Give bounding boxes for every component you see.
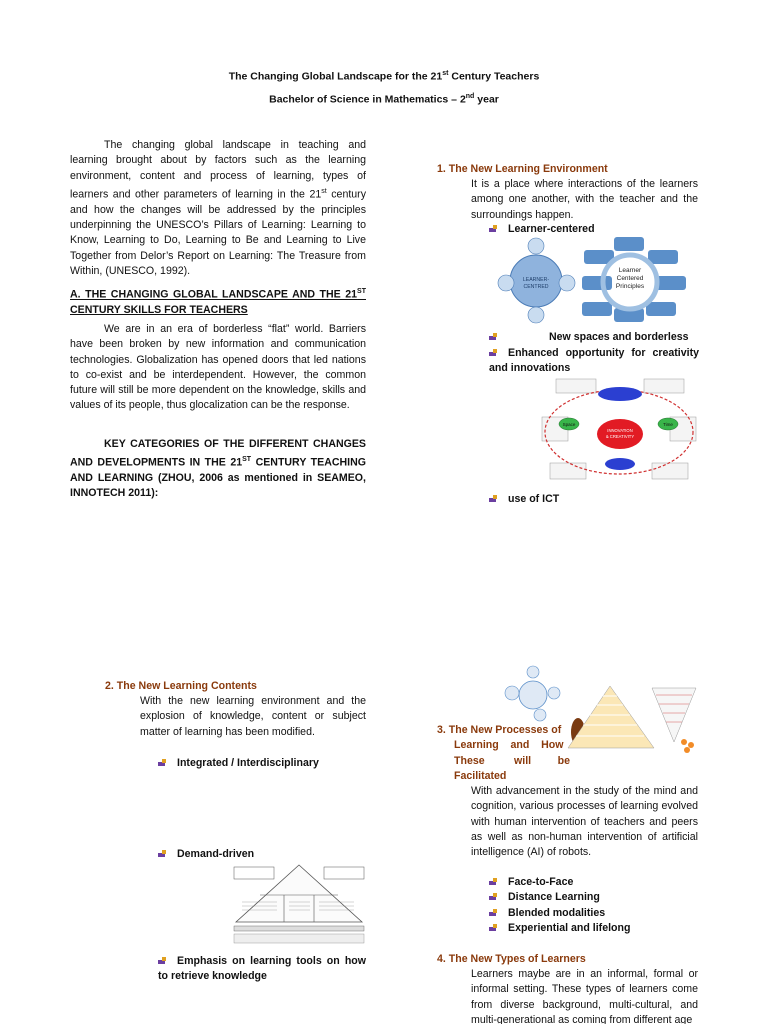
- bullet-icon: [489, 348, 499, 357]
- bullet-blended: Blended modalities: [489, 906, 630, 921]
- diagram1-center-label-1: LEARNER-: [522, 277, 550, 283]
- knowledge-triangle-diagram: [232, 862, 366, 946]
- bullet-enhanced: Enhanced opportunity for creativity and innovations: [489, 347, 699, 375]
- bullet-icon: [158, 849, 168, 858]
- bullet-icon: [158, 956, 168, 965]
- bullet-icon: [489, 923, 499, 932]
- section-3-text: With advancement in the study of the mind and cognition, various processes of learning evolved with human intervention of teachers and peers as well as non-human intervention of artificial intelligence (AI) of robots.: [471, 785, 698, 859]
- section-2-heading: 2. The New Learning Contents: [105, 680, 257, 692]
- section-2-text: With the new learning environment and the explosion of knowledge, content or subject matter of learning has been modified.: [140, 695, 366, 738]
- bullet-icon: [489, 908, 499, 917]
- section-4-heading: 4. The New Types of Learners: [437, 953, 586, 965]
- bullet-icon: [489, 892, 499, 901]
- bullet-icon: [489, 224, 499, 233]
- diagram2-space-label: Space: [562, 422, 576, 427]
- process-bullet-list: [489, 875, 630, 936]
- bullet-distance-learning: Distance Learning: [489, 890, 630, 905]
- diagram1-center-label-2: CENTRED: [523, 284, 549, 290]
- diagram2-center-label-1: INNOVATION: [607, 428, 633, 433]
- diagram2-time-label: Time: [663, 422, 673, 427]
- diagram1-ring-label-2: Centered: [616, 275, 644, 282]
- bullet-icon: [489, 332, 499, 341]
- bullet-icon: [158, 758, 168, 767]
- bullet-icon: [489, 877, 499, 886]
- section-1-text: It is a place where interactions of the learners among one another, with the teacher and the surroundings happen.: [471, 178, 698, 221]
- bullet-demand-driven: Demand-driven: [158, 847, 254, 862]
- process-cluster-diagram: [500, 664, 566, 722]
- bullet-new-spaces: New spaces and borderless: [489, 330, 689, 345]
- section-a-heading: A. THE CHANGING GLOBAL LANDSCAPE AND THE 21ST CENTURY SKILLS FOR TEACHERS: [70, 288, 366, 316]
- bullet-experiential: Experiential and lifelong: [489, 921, 630, 936]
- intro-paragraph: The changing global landscape in teaching and learning brought about by factors such as the learning environment, content and process of learning, types of learners and other parameters of learning in the 21st century and how the changes will be addressed by the principles underpinning the UNESCO’s Pillars of Learning: Learning to Know, Learning to Do, Learning to Be and Learning to Live Together from Delor’s Report on Learning: The Treasure from Within, (UNESCO, 1992).: [70, 139, 366, 277]
- document-title: The Changing Global Landscape for the 21st Century Teachers: [228, 70, 540, 83]
- section-1-heading: 1. The New Learning Environment: [437, 163, 608, 175]
- blooms-pyramid-diagram: [566, 682, 698, 756]
- bullet-learner-centered: Learner-centered: [489, 222, 595, 237]
- section-3-heading: 3. The New Processes of Learning and How These will be Facilitated: [437, 724, 570, 782]
- borderless-paragraph: We are in an era of borderless “flat” world. Barriers have been broken by new information and communication technologies. Globalization has opened doors that led nations to co-exist and be interdependent. However, the common future will still be more dependent on the knowledge, skills and values of its people, thus glocalization can be the response.: [70, 323, 366, 412]
- bullet-emphasis: Emphasis on learning tools on how to retrieve knowledge: [158, 955, 366, 983]
- learner-centred-diagram: [496, 236, 692, 326]
- bullet-face-to-face: Face-to-Face: [489, 875, 630, 890]
- diagram1-ring-label-1: Learner: [618, 267, 642, 274]
- innovation-diagram: [540, 377, 698, 483]
- bullet-ict: use of ICT: [489, 492, 559, 507]
- bullet-icon: [489, 494, 499, 503]
- bullet-integrated: Integrated / Interdisciplinary: [158, 756, 319, 771]
- diagram2-center-label-2: & CREATIVITY: [605, 434, 635, 439]
- diagram1-ring-label-3: Principles: [615, 283, 645, 290]
- key-categories-heading: KEY CATEGORIES OF THE DIFFERENT CHANGES AND DEVELOPMENTS IN THE 21ST CENTURY TEACHING AND LEARNING (ZHOU, 2006 as mentioned in SEAMEO, INNOTECH 2011):: [70, 438, 366, 500]
- document-subtitle: Bachelor of Science in Mathematics – 2nd year: [269, 93, 499, 106]
- section-4-text: Learners maybe are in an informal, formal or informal setting. These types of learners come from diverse background, multi-cultural, and multi-generational as coming from different age: [471, 968, 698, 1024]
